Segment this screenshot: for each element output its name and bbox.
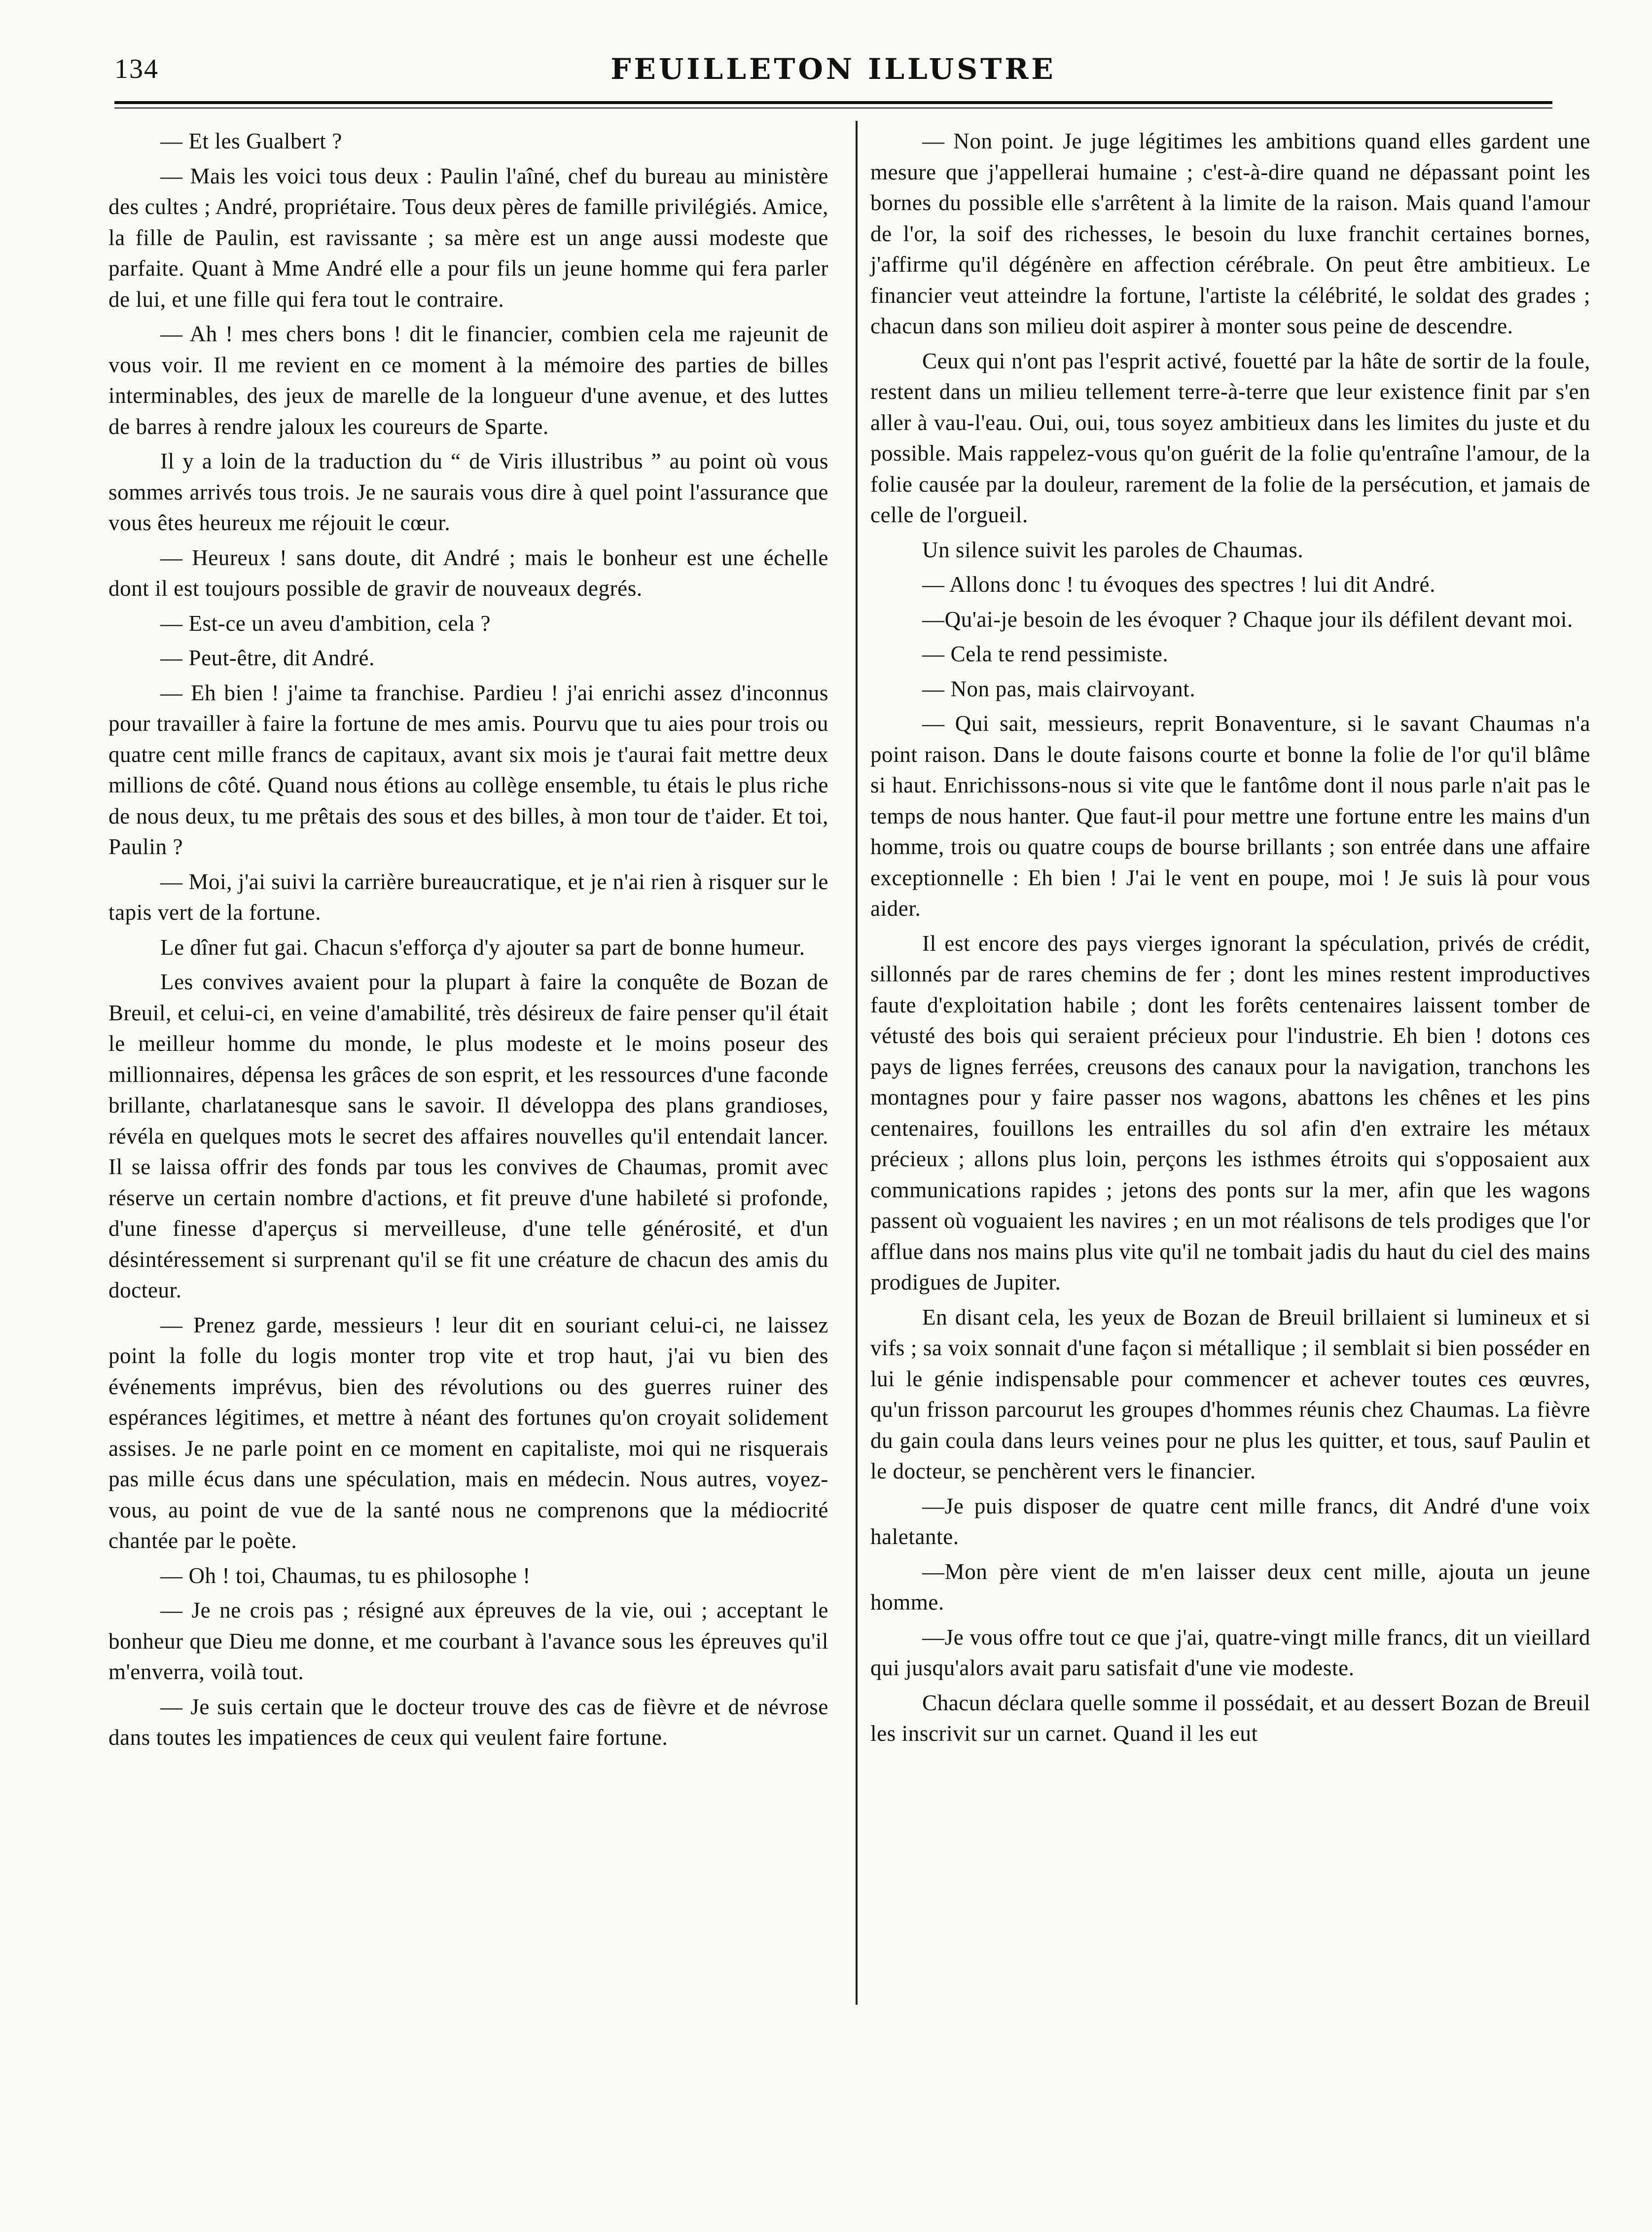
paragraph: —Mon père vient de m'en laisser deux cent mille, ajouta un jeune homme. [870, 1559, 1590, 1615]
right-column [870, 126, 1590, 1753]
paragraph: —Qu'ai-je besoin de les évoquer ? Chaque jour ils défilent devant moi. [922, 607, 1573, 632]
paragraph: — Heureux ! sans doute, dit André ; mais le bonheur est une échelle dont il est toujours possible de gravir de nouveaux degrés. [108, 545, 828, 601]
paragraph: — Oh ! toi, Chaumas, tu es philosophe ! [160, 1563, 531, 1588]
paragraph: Il y a loin de la traduction du “ de Viris illustribus ” au point où vous sommes arrivés tous trois. Je ne saurais vous dire à quel point l'assurance que vous êtes heureux me réjouit le cœur. [108, 449, 828, 535]
column-divider [856, 121, 858, 2005]
paragraph: — Ah ! mes chers bons ! dit le financier, combien cela me rajeunit de vous voir. Il me revient en ce moment à la mémoire des parties de billes interminables, des jeux de marelle de la longueur d'une avenue, et des luttes de barres à rendre jaloux les coureurs de Sparte. [108, 322, 828, 439]
paragraph: Ceux qui n'ont pas l'esprit activé, fouetté par la hâte de sortir de la foule, restent dans un milieu tellement terre-à-terre que leur existence finit par s'en aller à vau-l'eau. Oui, oui, tous soyez ambitieux dans les limites du juste et du possible. Mais rappelez-vous qu'on guérit de la folie qu'entraîne l'amour, de la folie causée par la douleur, rarement de la folie de la persécution, et jamais de celle de l'orgueil. [870, 348, 1590, 527]
paragraph: — Est-ce un aveu d'ambition, cela ? [160, 611, 491, 636]
paragraph: En disant cela, les yeux de Bozan de Breuil brillaient si lumineux et si vifs ; sa voix sonnait d'une façon si métallique ; il semblait si bien posséder en lui le génie indispensable pour commencer et achever toutes ces œuvres, qu'un frisson parcourut les groupes d'hommes réunis chez Chaumas. La fièvre du gain coula dans leurs veines pour ne plus les quitter, et tous, sauf Paulin et le docteur, se penchèrent vers le financier. [870, 1304, 1590, 1483]
paragraph: Chacun déclara quelle somme il possédait, et au dessert Bozan de Breuil les inscrivit sur un carnet. Quand il les eut [870, 1690, 1590, 1746]
paragraph: Le dîner fut gai. Chacun s'efforça d'y ajouter sa part de bonne humeur. [160, 935, 805, 960]
paragraph: — Non pas, mais clairvoyant. [922, 676, 1196, 701]
left-column [108, 126, 828, 1757]
paragraph: Les convives avaient pour la plupart à faire la conquête de Bozan de Breuil, et celui-ci, en veine d'amabilité, très désireux de faire penser qu'il était le meilleur homme du monde, le plus modeste et le moins poseur des millionnaires, dépensa les grâces de son esprit, et les ressources d'une faconde brillante, charlatanesque sans le savoir. Il développa des plans grandioses, révéla en quelques mots le secret des affaires nouvelles qu'il entendait lancer. Il se laissa offrir des fonds par tous les convives de Chaumas, promit avec réserve un certain nombre d'actions, et fit preuve d'une habileté si profonde, d'une finesse d'aperçus si merveilleuse, d'une telle générosité, et d'un désintéressement si surprenant qu'il se fit une créature de chacun des amis du docteur. [108, 970, 828, 1302]
paragraph: — Je suis certain que le docteur trouve des cas de fièvre et de névrose dans toutes les impatiences de ceux qui veulent faire fortune. [108, 1694, 828, 1750]
paragraph: Il est encore des pays vierges ignorant la spéculation, privés de crédit, sillonnés par de rares chemins de fer ; dont les mines restent improductives faute d'exploitation habile ; dont les forêts centenaires laissent tomber de vétusté des bois qui seraient précieux pour l'industrie. Eh bien ! dotons ces pays de lignes ferrées, creusons des canaux pour la navigation, tranchons les montagnes pour y faire passer nos wagons, abattons les chênes et les pins centenaires, fouillons les entrailles du sol afin d'en extraire les métaux précieux ; allons plus loin, perçons les isthmes étroits qui s'opposaient aux communications rapides ; jetons des ponts sur la mer, afin que les wagons passent où voguaient les navires ; en un mot réalisons de tels prodiges que l'or afflue dans nos mains plus vite qu'il ne tombait jadis du haut du ciel des mains prodigues de Jupiter. [870, 931, 1590, 1295]
paragraph: — Et les Gualbert ? [160, 129, 342, 153]
paragraph: — Non point. Je juge légitimes les ambitions quand elles gardent une mesure que j'appellerai humaine ; c'est-à-dire quand ne dépassant point les bornes du possible elle s'arrêtent à la limite de la raison. Mais quand l'amour de l'or, la soif des richesses, le besoin du luxe franchit certaines bornes, j'affirme qu'il dégénère en affection cérébrale. On peut être ambitieux. Le financier veut atteindre la fortune, l'artiste la célébrité, le soldat des grades ; chacun dans son milieu doit aspirer à monter sous peine de descendre. [870, 129, 1590, 338]
paragraph: —Je vous offre tout ce que j'ai, quatre-vingt mille francs, dit un vieillard qui jusqu'alors avait paru satisfait d'une vie modeste. [870, 1624, 1590, 1680]
header-rule [114, 101, 1552, 104]
paragraph: — Qui sait, messieurs, reprit Bonaventure, si le savant Chaumas n'a point raison. Dans le doute faisons courte et bonne la folie de l'or qu'il blâme si haut. Enrichissons-nous si vite que le fantôme dont il nous parle n'ait pas le temps de nous hanter. Que faut-il pour mettre une fortune entre les mains d'un homme, trois ou quatre coups de bourse brillants ; son entrée dans une affaire exceptionnelle : Eh bien ! J'ai le vent en poupe, moi ! Je suis là pour vous aider. [870, 711, 1590, 921]
page-header [114, 49, 1552, 94]
paragraph: — Peut-être, dit André. [160, 646, 375, 670]
paragraph: — Prenez garde, messieurs ! leur dit en souriant celui-ci, ne laissez point la folle du logis monter trop vite et trop haut, j'ai vu bien des événements imprévus, bien des révolutions ou des guerres ruiner des espérances légitimes, et mettre à néant des fortunes qu'on croyait solidement assises. Je ne parle point en ce moment en capitaliste, moi qui ne risquerais pas mille écus dans une spéculation, mais en médecin. Nous autres, voyez-vous, au point de vue de la santé nous ne comprenons que la médiocrité chantée par le poète. [108, 1312, 828, 1553]
paragraph: — Allons donc ! tu évoques des spectres ! lui dit André. [922, 572, 1436, 597]
paragraph: — Je ne crois pas ; résigné aux épreuves de la vie, oui ; acceptant le bonheur que Dieu me donne, et me courbant à l'avance sous les épreuves qu'il m'enverra, voilà tout. [108, 1598, 828, 1684]
running-title: FEUILLETON ILLUSTRE [611, 52, 1056, 86]
paragraph: Un silence suivit les paroles de Chaumas. [922, 537, 1304, 562]
paragraph: — Cela te rend pessimiste. [922, 642, 1169, 666]
paragraph: — Moi, j'ai suivi la carrière bureaucratique, et je n'ai rien à risquer sur le tapis vert de la fortune. [108, 869, 828, 925]
paragraph: — Mais les voici tous deux : Paulin l'aîné, chef du bureau au ministère des cultes ; André, propriétaire. Tous deux pères de famille privilégiés. Amice, la fille de Paulin, est ravissante ; sa mère est un ange aussi modeste que parfaite. Quant à Mme André elle a pour fils un jeune homme qui fera parler de lui, et une fille qui fera tout le contraire. [108, 163, 828, 312]
page-number: 134 [114, 54, 159, 84]
paragraph: — Eh bien ! j'aime ta franchise. Pardieu ! j'ai enrichi assez d'inconnus pour travailler à faire la fortune de mes amis. Pourvu que tu aies pour trois ou quatre cent mille francs de capitaux, avant six mois je t'aurai fait mettre deux millions de côté. Quand nous étions au collège ensemble, tu étais le plus riche de nous deux, tu me prêtais des sous et des billes, à mon tour de t'aider. Et toi, Paulin ? [108, 680, 828, 859]
paragraph: —Je puis disposer de quatre cent mille francs, dit André d'une voix haletante. [870, 1493, 1590, 1549]
